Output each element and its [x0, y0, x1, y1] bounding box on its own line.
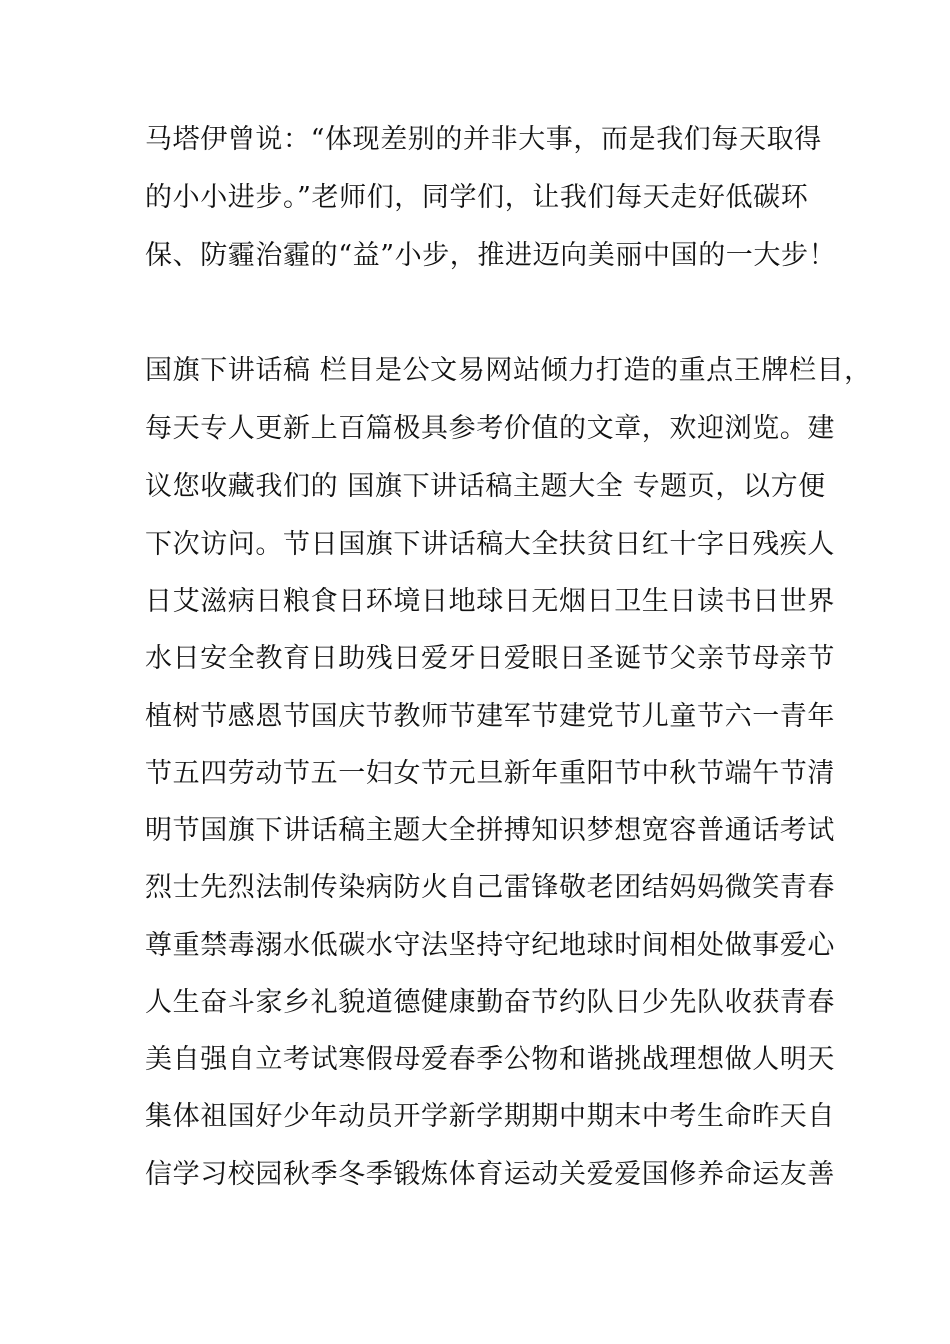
paragraph-2-line-12: 人生奋斗家乡礼貌道德健康勤奋节约队日少先队收获青春	[145, 987, 835, 1018]
paragraph-1-line-2: 的小小进步。”老师们，同学们，让我们每天走好低碳环	[145, 182, 809, 213]
paragraph-2-line-11: 尊重禁毒溺水低碳水守法坚持守纪地球时间相处做事爱心	[145, 930, 835, 961]
paragraph-2-line-9: 明节国旗下讲话稿主题大全拼搏知识梦想宽容普通话考试	[145, 815, 835, 846]
paragraph-2-line-7: 植树节感恩节国庆节教师节建军节建党节儿童节六一青年	[145, 701, 835, 732]
paragraph-2-line-6: 水日安全教育日助残日爱牙日爱眼日圣诞节父亲节母亲节	[145, 643, 835, 674]
paragraph-1-line-3: 保、防霾治霾的“益”小步，推进迈向美丽中国的一大步！	[145, 240, 837, 271]
paragraph-2-line-1: 国旗下讲话稿 栏目是公文易网站倾力打造的重点王牌栏目，	[145, 355, 872, 386]
paragraph-2-line-13: 美自强自立考试寒假母爱春季公物和谐挑战理想做人明天	[145, 1044, 835, 1075]
paragraph-2-line-15: 信学习校园秋季冬季锻炼体育运动关爱爱国修养命运友善	[145, 1159, 835, 1190]
paragraph-2-line-3: 议您收藏我们的 国旗下讲话稿主题大全 专题页，以方便	[145, 471, 826, 502]
paragraph-2-line-8: 节五四劳动节五一妇女节元旦新年重阳节中秋节端午节清	[145, 758, 835, 789]
paragraph-2-line-5: 日艾滋病日粮食日环境日地球日无烟日卫生日读书日世界	[145, 586, 835, 617]
paragraph-2-line-4: 下次访问。节日国旗下讲话稿大全扶贫日红十字日残疾人	[145, 529, 835, 560]
paragraph-1-line-1: 马塔伊曾说：“体现差别的并非大事，而是我们每天取得	[145, 124, 822, 155]
paragraph-2-line-10: 烈士先烈法制传染病防火自己雷锋敬老团结妈妈微笑青春	[145, 872, 835, 903]
paragraph-2-line-2: 每天专人更新上百篇极具参考价值的文章，欢迎浏览。建	[145, 413, 835, 444]
paragraph-2-line-14: 集体祖国好少年动员开学新学期期中期末中考生命昨天自	[145, 1101, 835, 1132]
